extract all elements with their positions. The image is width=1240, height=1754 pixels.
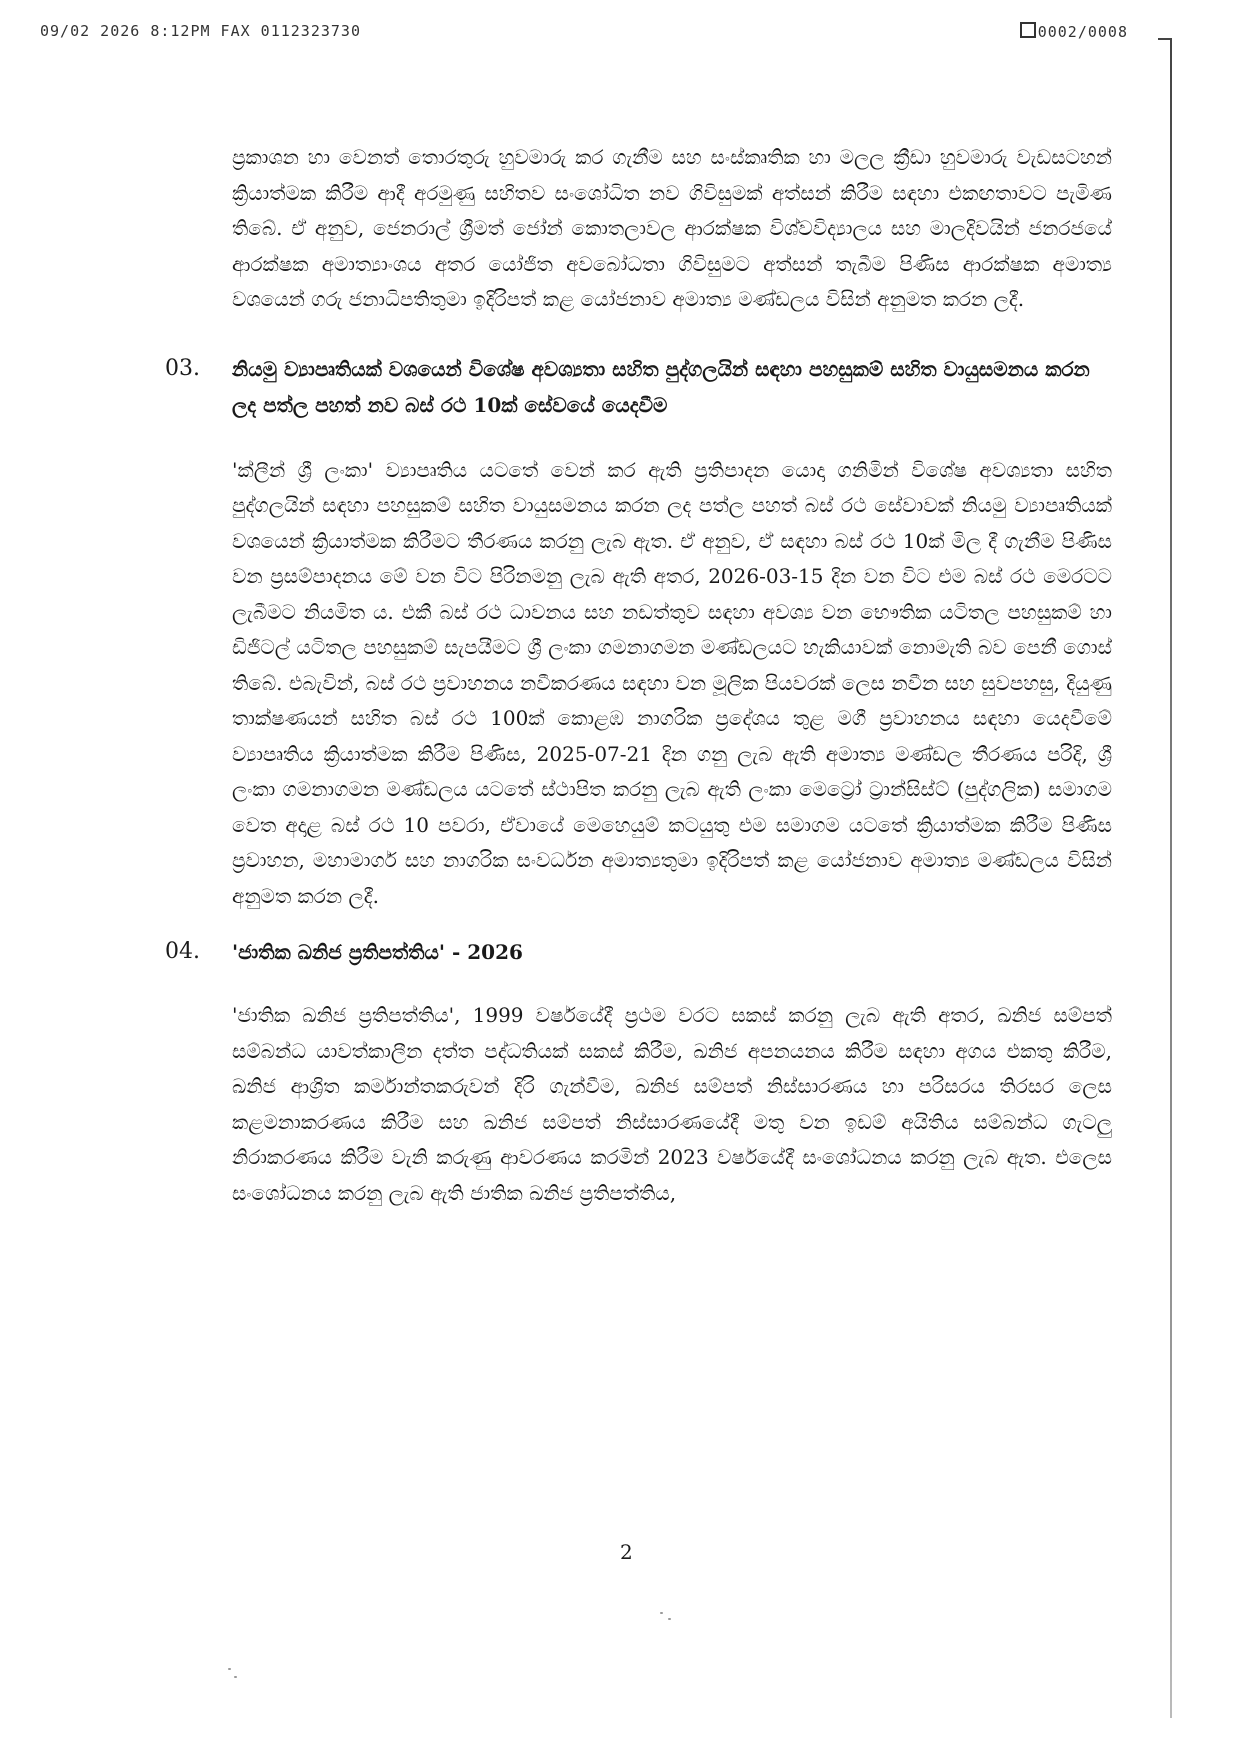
item-03-heading [160, 351, 1110, 423]
page-number: 2 [620, 1540, 633, 1564]
item-number: 04. [165, 939, 200, 964]
checkbox-icon [1020, 22, 1036, 38]
scan-edge-line [1170, 38, 1172, 1718]
paragraph-item-03: 'ක්ලීන් ශ්‍රී ලංකා' ව්‍යාපෘතිය යටතේ වෙන් කර ඇති ප්‍රතිපාදන යොදා ගනිමින් විශේෂ අවශ්‍යතා සහිත පුද්ගලයින් සඳහා පහසුකම් සහිත වායුසමනය කරන ලද පත්ල පහත් බස් රථ සේවාවක් නියමු ව්‍යාපෘතියක් වශයෙන් ක්‍රියාත්මක කිරීමට තීරණය කරනු ලැබ ඇත. ඒ අනුව, ඒ සඳහා බස් රථ 10ක් මිල දී ගැනීම පිණිස වන ප්‍රසම්පාදනය මේ වන විට පිරිනමනු ලැබ ඇති අතර, 2026-03-15 දින වන විට එම බස් රථ මෙරටට ලැබීමට නියමිත ය. එකී බස් රථ ධාවනය සහ නඩත්තුව සඳහා අවශ්‍ය වන භෞතික යටිතල පහසුකම් හා ඩිජිටල් යටිතල පහසුකම් සැපයීමට ශ්‍රී ලංකා ගමනාගමන මණ්ඩලයට හැකියාවක් නොමැති බව පෙනී ගොස් තිබේ. එබැවින්, බස් රථ ප්‍රවාහනය නවීකරණය සඳහා වන මූලික පියවරක් ලෙස නවීන සහ සුවපහසු, දියුණු තාක්ෂණයන් සහිත බස් රථ 100ක් කොළඹ නාගරික ප්‍රදේශය තුළ මගී ප්‍රවාහනය සඳහා යෙදවීමේ ව්‍යාපෘතිය ක්‍රියාත්මක කිරීම පිණිස, 2025-07-21 දින ගනු ලැබ ඇති අමාත්‍ය මණ්ඩල තීරණය පරිදි, ශ්‍රී ලංකා ගමනාගමන මණ්ඩලය යටතේ ස්ථාපිත කරනු ලැබ ඇති ලංකා මෙට්‍රෝ ට්‍රාන්සිස්ට් (පුද්ගලික) සමාගම වෙත අදාළ බස් රථ 10 පවරා, ඒවායේ මෙහෙයුම් කටයුතු එම සමාගම යටතේ ක්‍රියාත්මක කිරීම පිණිස ප්‍රවාහන, මහාමාර්ග සහ නාගරික සංවර්ධන අමාත්‍යතුමා ඉදිරිපත් කළ යෝජනාව අමාත්‍ය මණ්ඩලය විසින් අනුමත කරන ලදී. [232, 457, 1112, 908]
scan-speck [660, 1612, 663, 1614]
item-title: නියමු ව්‍යාපෘතියක් වශයෙන් විශේෂ අවශ්‍යතා සහිත පුද්ගලයින් සඳහා පහසුකම් සහිත වායුසමනය කරන ලද පත්ල පහත් නව බස් රථ 10ක් සේවයේ යෙදවීම [232, 356, 1090, 417]
paragraph-item-04: 'ජාතික ඛනිජ ප්‍රතිපත්තිය', 1999 වර්ෂයේදී ප්‍රථම වරට සකස් කරනු ලැබ ඇති අතර, ඛනිජ සම්පත් සම්බන්ධ යාවත්කාලීන දත්ත පද්ධතියක් සකස් කිරීම, ඛනිජ අපනයනය කිරීම සඳහා අගය එකතු කිරීම, ඛනිජ ආශ්‍රිත කර්මාන්තකරුවන් දිරි ගැන්වීම, ඛනිජ සම්පත් නිස්සාරණය හා පරිසරය තිරසර ලෙස කළමනාකරණය කිරීම සහ ඛනිජ සම්පත් නිස්සාරණයේදී මතු වන ඉඩම් අයිතිය සම්බන්ධ ගැටලු නිරාකරණය කිරීම වැනි කරුණු ආවරණය කරමින් 2023 වර්ෂයේදී සංශෝධනය කරනු ලැබ ඇත. එලෙස සංශෝධනය කරනු ලැබ ඇති ජාතික ඛනිජ ප්‍රතිපත්තිය, [232, 1003, 1112, 1205]
paragraph-continuation: ප්‍රකාශන හා වෙනත් තොරතුරු හුවමාරු කර ගැනීම සහ සංස්කෘතික හා මලල ක්‍රීඩා හුවමාරු වැඩසටහන් ක්‍රියාත්මක කිරීම ආදී අරමුණු සහිතව සංශෝධිත නව ගිවිසුමක් අත්සන් කිරීම සඳහා එකඟතාවට පැමිණ තිබේ. ඒ අනුව, ජෙනරාල් ශ්‍රීමත් ජෝන් කොතලාවල ආරක්ෂක විශ්වවිද්‍යාලය සහ මාලදිවයින් ජනරජයේ ආරක්ෂක අමාත්‍යාංශය අතර යෝජිත අවබෝධතා ගිවිසුමට අත්සන් තැබීම පිණිස ආරක්ෂක අමාත්‍ය වශයෙන් ගරු ජනාධිපතිතුමා ඉදිරිපත් කළ යෝජනාව අමාත්‍ය මණ්ඩලය විසින් අනුමත කරන ලදී. [232, 145, 1112, 311]
scan-speck [234, 1676, 237, 1678]
document-body [160, 140, 1110, 1211]
item-number: 03. [165, 355, 200, 381]
fax-page-counter [1020, 22, 1128, 41]
item-04-heading [160, 934, 1110, 970]
item-title: 'ජාතික ඛනිජ ප්‍රතිපත්තිය' - 2026 [232, 940, 523, 964]
scan-speck [228, 1668, 231, 1670]
scan-speck [668, 1618, 671, 1620]
fax-header [0, 20, 1240, 50]
fax-page-counter-text: 0002/0008 [1037, 23, 1128, 41]
fax-transmission-info: 09/02 2026 8:12PM FAX 0112323730 [40, 22, 361, 40]
